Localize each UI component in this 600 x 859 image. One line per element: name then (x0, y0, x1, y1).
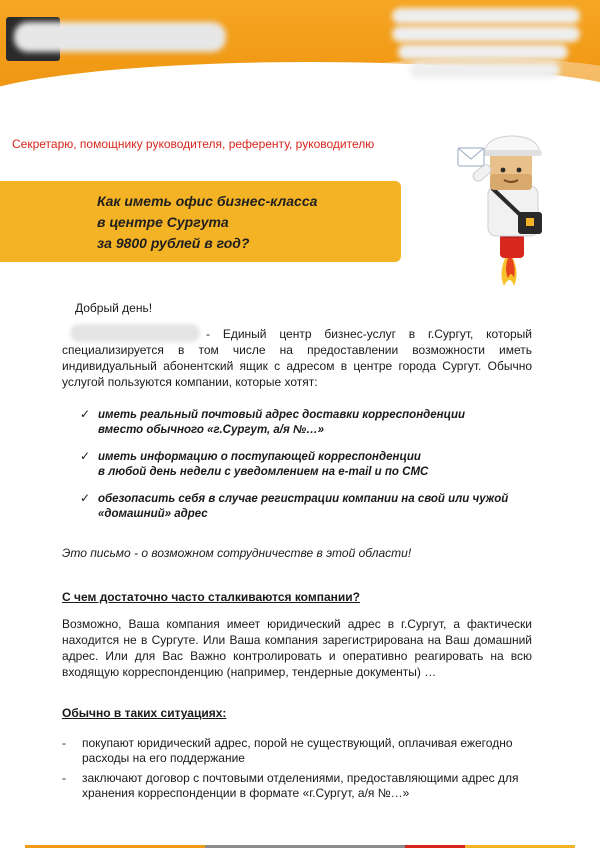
paragraph-line: входящую корреспонденцию (например, тендерные документы) … (62, 665, 437, 679)
paragraph-line: Возможно, Ваша компания имеет юридический адрес в г.Сургут, а фактически (62, 617, 532, 631)
benefit-line: вместо обычного «г.Сургут, а/я №…» (98, 424, 325, 436)
list-item-line: расходы на его поддержание (82, 751, 245, 765)
check-mark-icon: ✓ (80, 407, 91, 421)
list-bullet: - (62, 736, 66, 750)
benefit-line: иметь реальный почтовый адрес доставки корреспонденции (98, 409, 466, 421)
greeting: Добрый день! (75, 301, 153, 315)
addressee-line: Секретарю, помощнику руководителя, референту, руководителю (12, 137, 375, 151)
benefit-line: «домашний» адрес (98, 508, 208, 520)
promo-line: в центре Сургута (97, 214, 229, 230)
contact-redacted (392, 8, 580, 24)
contact-redacted (398, 44, 568, 60)
check-mark-icon: ✓ (80, 491, 91, 505)
paragraph-line: адрес. Или для Вас Важно контролировать и оперативно реагировать на всю (62, 649, 532, 663)
contact-redacted (410, 62, 560, 78)
letterhead-header (0, 0, 600, 108)
footer-bar (405, 845, 465, 848)
paragraph-line: услугой пользуются компании, которые хотят: (62, 375, 318, 389)
footer-bar (205, 845, 405, 848)
postman-mascot-illustration (448, 128, 558, 286)
list-item-line: хранения корреспонденции в формате «г.Сургут, а/я №…» (82, 786, 410, 800)
paragraph-line: - Единый центр бизнес-услуг в г.Сургут, который (206, 327, 532, 341)
list-bullet: - (62, 771, 66, 785)
check-mark-icon: ✓ (80, 449, 91, 463)
logo-redacted (14, 22, 226, 52)
promo-line: Как иметь офис бизнес-класса (97, 193, 318, 209)
contact-redacted (392, 26, 580, 42)
promo-line: за 9800 рублей в год? (97, 235, 250, 251)
section-heading: Обычно в таких ситуациях: (62, 706, 227, 720)
paragraph-line: индивидуальный абонентский ящик с адресом в центре города Сургут. Обычно (62, 359, 532, 373)
company-name-redacted (70, 324, 200, 342)
benefit-line: обезопасить себя в случае регистрации компании на свой или чужой (98, 493, 509, 505)
benefit-line: иметь информацию о поступающей корреспонденции (98, 451, 421, 463)
list-item-line: заключают договор с почтовыми отделениями, предоставляющими адрес для (82, 771, 519, 785)
paragraph-line: специализируется в том числе на предоставлении возможности иметь (62, 343, 532, 357)
benefit-line: в любой день недели с уведомлением на e-mail и по СМС (98, 466, 429, 478)
letter-note: Это письмо - о возможном сотрудничестве в этой области! (62, 546, 412, 560)
section-heading: С чем достаточно часто сталкиваются компании? (62, 590, 360, 604)
paragraph-line: находится не в Сургуте. Или Ваша компания зарегистрирована на Ваш домашний (62, 633, 532, 647)
footer-bar (25, 845, 205, 848)
footer-bar (465, 845, 575, 848)
list-item-line: покупают юридический адрес, порой не существующий, оплачивая ежегодно (82, 736, 513, 750)
